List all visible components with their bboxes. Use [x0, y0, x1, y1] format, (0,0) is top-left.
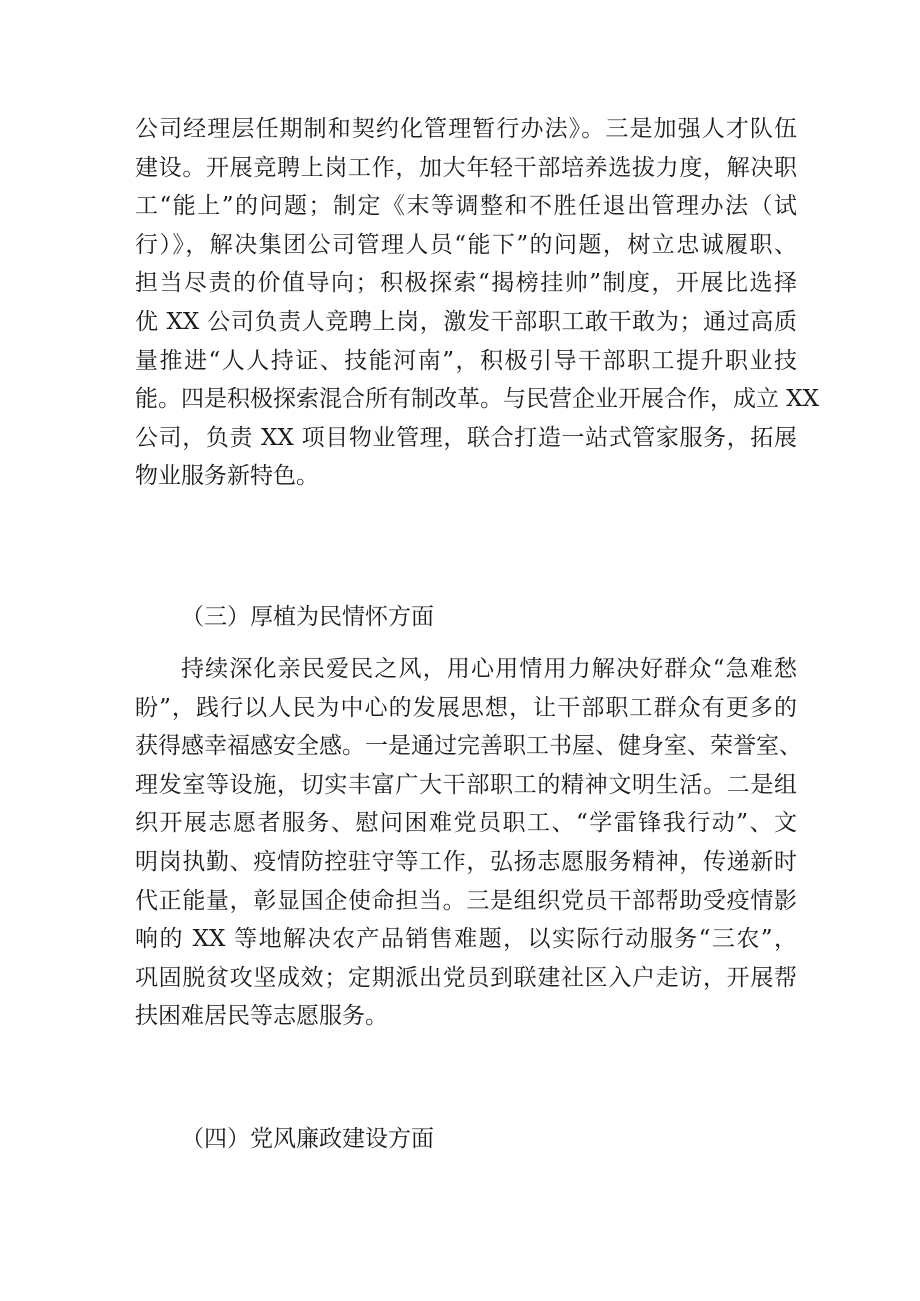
paragraph-line: 巩固脱贫攻坚成效；定期派出党员到联建社区入户走访，开展帮: [135, 964, 797, 991]
paragraph-line: 公司经理层任期制和契约化管理暂行办法》。三是加强人才队伍: [135, 116, 797, 142]
paragraph-line: 公司，负责 XX 项目物业管理，联合打造一站式管家服务，拓展: [135, 424, 797, 451]
paragraph-people-service: [135, 650, 802, 1036]
paragraph-line: 获得感幸福感安全感。一是通过完善职工书屋、健身室、荣誉室、: [135, 733, 802, 760]
section-heading-4: （四）党风廉政建设方面: [181, 1126, 434, 1152]
paragraph-line: 盼”，践行以人民为中心的发展思想，让干部职工群众有更多的: [135, 694, 797, 721]
paragraph-line: 优 XX 公司负责人竞聘上岗，激发干部职工敢干敢为；通过高质: [135, 308, 797, 335]
paragraph-line: 扶困难居民等志愿服务。: [135, 1003, 388, 1030]
paragraph-line: 物业服务新特色。: [135, 463, 319, 490]
paragraph-line: 工“能上”的问题；制定《末等调整和不胜任退出管理办法（试: [135, 193, 797, 220]
paragraph-line: 能。四是积极探索混合所有制改革。与民营企业开展合作，成立 XX: [135, 386, 820, 413]
paragraph-line: 织开展志愿者服务、慰问困难党员职工、“学雷锋我行动”、文: [135, 810, 797, 837]
paragraph-line: 量推进“人人持证、技能河南”，积极引导干部职工提升职业技: [135, 347, 797, 374]
paragraph-line: 代正能量，彰显国企使命担当。三是组织党员干部帮助受疫情影: [135, 887, 797, 914]
section-heading-3: （三）厚植为民情怀方面: [181, 604, 434, 630]
paragraph-line: 明岗执勤、疫情防控驻守等工作，弘扬志愿服务精神，传递新时: [135, 848, 797, 875]
paragraph-line: 建设。开展竞聘上岗工作，加大年轻干部培养选拔力度，解决职: [135, 154, 797, 181]
paragraph-line: 持续深化亲民爱民之风，用心用情用力解决好群众“急难愁: [181, 656, 797, 682]
paragraph-personnel-reform: [135, 110, 820, 496]
paragraph-line: 行）》，解决集团公司管理人员“能下”的问题，树立忠诚履职、: [135, 231, 797, 258]
paragraph-line: 理发室等设施，切实丰富广大干部职工的精神文明生活。二是组: [135, 771, 797, 798]
paragraph-line: 响的 XX 等地解决农产品销售难题，以实际行动服务“三农”，: [135, 926, 797, 953]
paragraph-line: 担当尽责的价值导向；积极探索“揭榜挂帅”制度，开展比选择: [135, 270, 797, 297]
